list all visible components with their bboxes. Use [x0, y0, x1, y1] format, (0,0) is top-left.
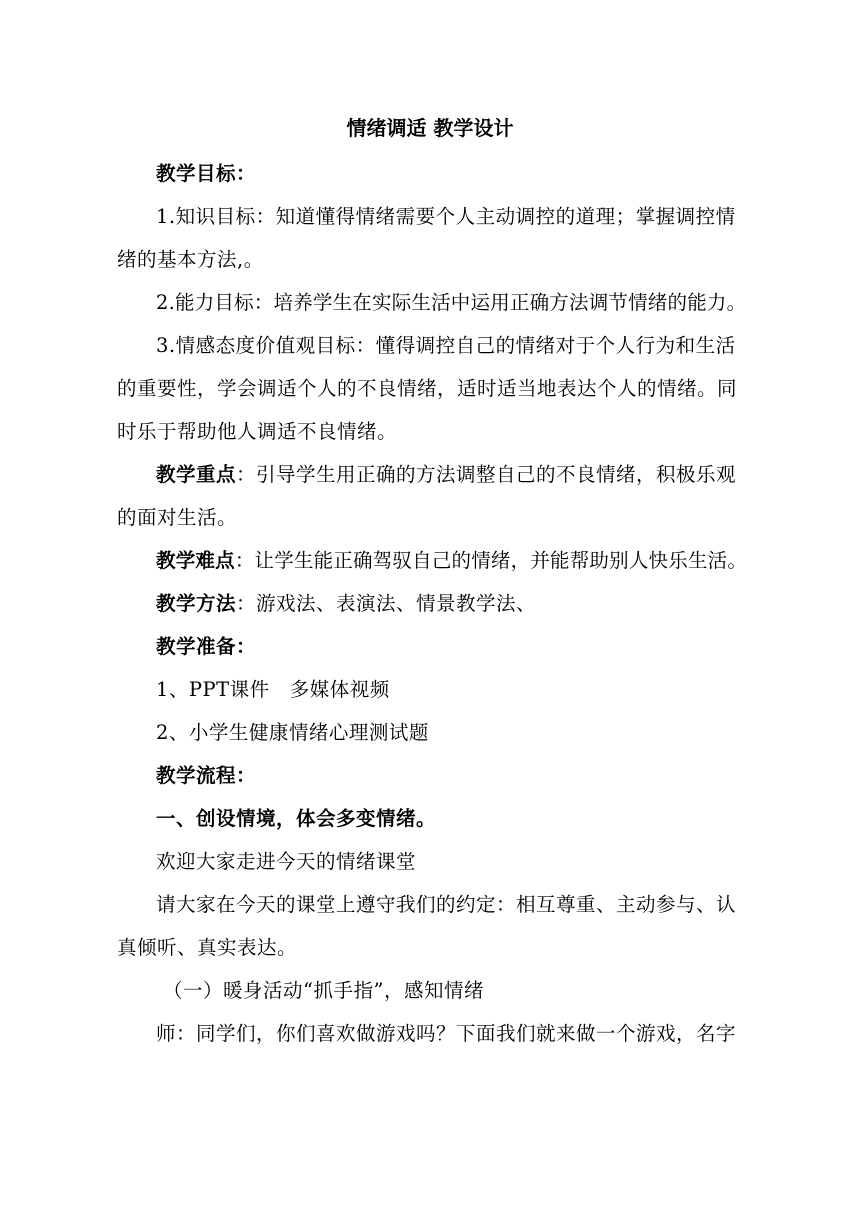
agreement-paragraph: 请大家在今天的课堂上遵守我们的约定：相互尊重、主动参与、认真倾听、真实表达。	[117, 893, 737, 959]
activity-heading-1: （一）暖身活动“抓手指”，感知情绪	[163, 979, 484, 1002]
welcome-line: 欢迎大家走进今天的情绪课堂	[156, 850, 417, 873]
difficulty-label: 教学难点	[156, 549, 235, 572]
objective-ability: 2.能力目标：培养学生在实际生活中运用正确方法调节情绪的能力。	[156, 291, 747, 314]
preparation-item-1: 1、PPT课件 多媒体视频	[156, 678, 390, 701]
objective-attitude: 3.情感态度价值观目标：懂得调控自己的情绪对于个人行为和生活的重要性，学会调适个人的不良情绪，适时适当地表达个人的情绪。同时乐于帮助他人调适不良情绪。	[117, 334, 738, 443]
preparation-heading: 教学准备：	[156, 635, 257, 658]
method-label: 教学方法	[156, 592, 237, 615]
section-heading-1: 一、创设情境，体会多变情绪。	[156, 807, 437, 830]
objective-knowledge: 1.知识目标：知道懂得情绪需要个人主动调控的道理；掌握调控情绪的基本方法,。	[117, 205, 736, 271]
document-title: 情绪调适 教学设计	[346, 116, 514, 140]
difficulty-text: ：让学生能正确驾驭自己的情绪，并能帮助别人快乐生活。	[234, 549, 748, 572]
method-paragraph	[117, 582, 747, 625]
key-point-label: 教学重点	[156, 463, 237, 486]
document-body	[117, 152, 747, 1055]
key-point-text: ：引导学生用正确的方法调整自己的不良情绪，积极乐观的面对生活。	[117, 463, 737, 529]
flow-heading: 教学流程：	[156, 764, 257, 787]
method-text: ：游戏法、表演法、情景教学法、	[236, 592, 537, 615]
preparation-item-2: 2、小学生健康情绪心理测试题	[156, 721, 429, 744]
difficulty-paragraph	[117, 539, 747, 582]
objectives-heading: 教学目标：	[156, 162, 257, 185]
key-point-paragraph	[117, 453, 747, 539]
teacher-line: 师：同学们，你们喜欢做游戏吗？下面我们就来做一个游戏，名字	[156, 1022, 737, 1045]
